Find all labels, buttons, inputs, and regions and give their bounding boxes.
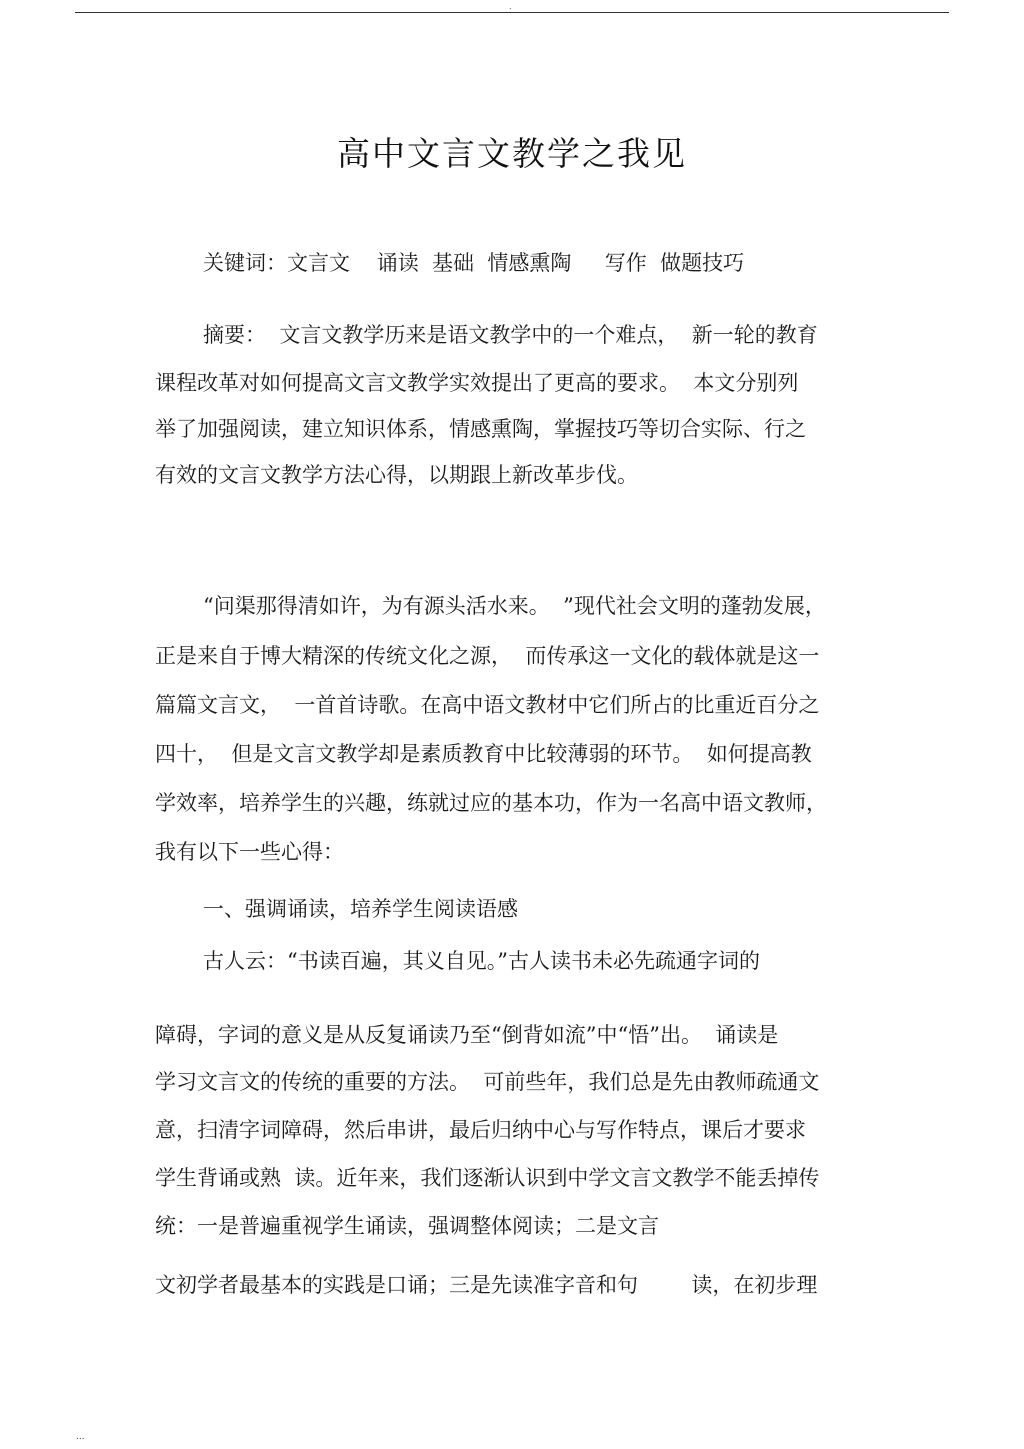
intro-line: 我有以下一些心得： bbox=[155, 840, 344, 864]
intro-line: 学效率，培养学生的兴趣，练就过应的基本功，作为一名高中语文教师， bbox=[155, 791, 827, 815]
keywords-line: 关键词：文言文 诵读 基础 情感熏陶 写作 做题技巧 bbox=[203, 251, 745, 275]
document-title: 高中文言文教学之我见 bbox=[337, 134, 687, 173]
intro-line: 篇篇文言文， 一首首诗歌。在高中语文教材中它们所占的比重近百分之 bbox=[155, 693, 820, 717]
body-line: 文初学者最基本的实践是口诵；三是先读准字音和句 读，在初步理 bbox=[155, 1273, 818, 1297]
section-heading: 一、强调诵读，培养学生阅读语感 bbox=[203, 897, 518, 921]
intro-line: “问渠那得清如许，为有源头活水来。 ”现代社会文明的蓬勃发展， bbox=[203, 594, 826, 618]
body-line: 障碍，字词的意义是从反复诵读乃至“倒背如流”中“悟”出。 诵读是 bbox=[155, 1023, 779, 1047]
intro-line: 正是来自于博大精深的传统文化之源， 而传承这一文化的载体就是这一 bbox=[155, 644, 820, 668]
header-rule bbox=[75, 12, 949, 13]
body-line: 统：一是普遍重视学生诵读，强调整体阅读；二是文言 bbox=[155, 1214, 659, 1238]
footer-mark: ... bbox=[76, 1432, 85, 1442]
header-mark: . bbox=[509, 2, 512, 11]
body-line: 学习文言文的传统的重要的方法。 可前些年，我们总是先由教师疏通文 bbox=[155, 1070, 820, 1094]
abstract-line: 课程改革对如何提高文言文教学实效提出了更高的要求。 本文分别列 bbox=[155, 371, 799, 395]
abstract-line: 有效的文言文教学方法心得，以期跟上新改革步伐。 bbox=[155, 463, 638, 487]
abstract-line: 举了加强阅读，建立知识体系，情感熏陶，掌握技巧等切合实际、行之 bbox=[155, 417, 806, 441]
section-lead-line: 古人云：“书读百遍，其义自见。”古人读书未必先疏通字词的 bbox=[203, 949, 760, 973]
intro-line: 四十， 但是文言文教学却是素质教育中比较薄弱的环节。 如何提高教 bbox=[155, 742, 812, 766]
abstract-line: 摘要： 文言文教学历来是语文教学中的一个难点， 新一轮的教育 bbox=[203, 323, 818, 347]
body-line: 学生背诵或熟 读。近年来，我们逐渐认识到中学文言文教学不能丢掉传 bbox=[155, 1166, 820, 1190]
body-line: 意，扫清字词障碍，然后串讲，最后归纳中心与写作特点，课后才要求 bbox=[155, 1118, 806, 1142]
